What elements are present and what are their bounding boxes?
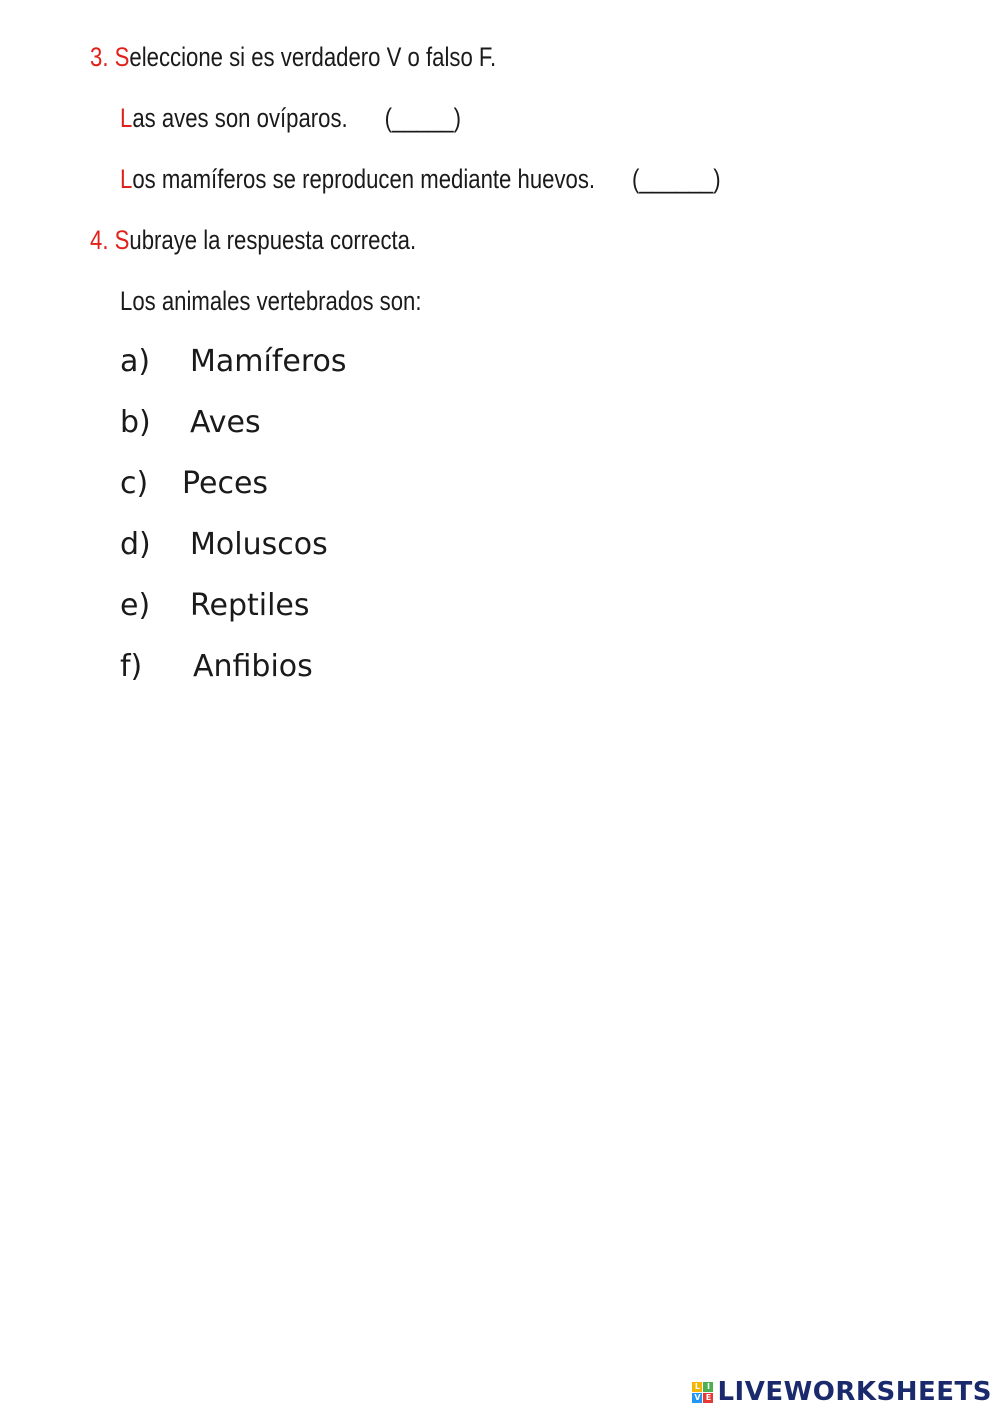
option-text[interactable]: Reptiles [190, 588, 310, 623]
statement-text: os mamíferos se reproducen mediante huevos. [132, 164, 596, 194]
option-letter: e) [120, 588, 151, 623]
option-letter: b) [120, 405, 151, 440]
option-b[interactable] [120, 405, 261, 440]
first-letter: L [120, 103, 133, 133]
option-letter: d) [120, 527, 151, 562]
option-text[interactable]: Mamíferos [190, 344, 347, 379]
liveworksheets-logo [692, 1377, 992, 1407]
question-number: 3. [90, 42, 109, 72]
option-d[interactable] [120, 527, 328, 562]
option-text[interactable]: Aves [190, 405, 261, 440]
option-text[interactable]: Anfibios [193, 649, 313, 684]
logo-letter: I [703, 1382, 713, 1392]
option-text[interactable]: Peces [182, 466, 269, 501]
option-text[interactable]: Moluscos [190, 527, 328, 562]
option-f[interactable] [120, 649, 313, 684]
option-a[interactable] [120, 344, 347, 379]
logo-mark [692, 1382, 713, 1403]
logo-letter: L [692, 1382, 702, 1392]
option-letter: f) [120, 649, 143, 684]
q4-prompt: Los animales vertebrados son: [120, 286, 422, 316]
heading-text: ubraye la respuesta correcta. [129, 225, 417, 255]
first-letter: S [114, 225, 130, 255]
logo-letter: E [703, 1393, 713, 1403]
first-letter: L [120, 164, 133, 194]
q3-statement-2 [120, 164, 721, 195]
heading-text: eleccione si es verdadero V o falso F. [129, 42, 497, 72]
option-c[interactable] [120, 466, 269, 501]
brand-name: LIVEWORKSHEETS [717, 1377, 992, 1407]
answer-blank[interactable]: (______) [631, 164, 721, 194]
option-letter: c) [120, 466, 149, 501]
q3-statement-1 [120, 103, 461, 134]
logo-letter: V [694, 1392, 701, 1402]
option-e[interactable] [120, 588, 310, 623]
first-letter: S [114, 42, 130, 72]
question-3-heading [90, 42, 496, 73]
question-number: 4. [90, 225, 109, 255]
question-4-heading [90, 225, 416, 256]
answer-blank[interactable]: (_____) [384, 103, 461, 133]
statement-text: as aves son ovíparos. [132, 103, 348, 133]
option-letter: a) [120, 344, 151, 379]
